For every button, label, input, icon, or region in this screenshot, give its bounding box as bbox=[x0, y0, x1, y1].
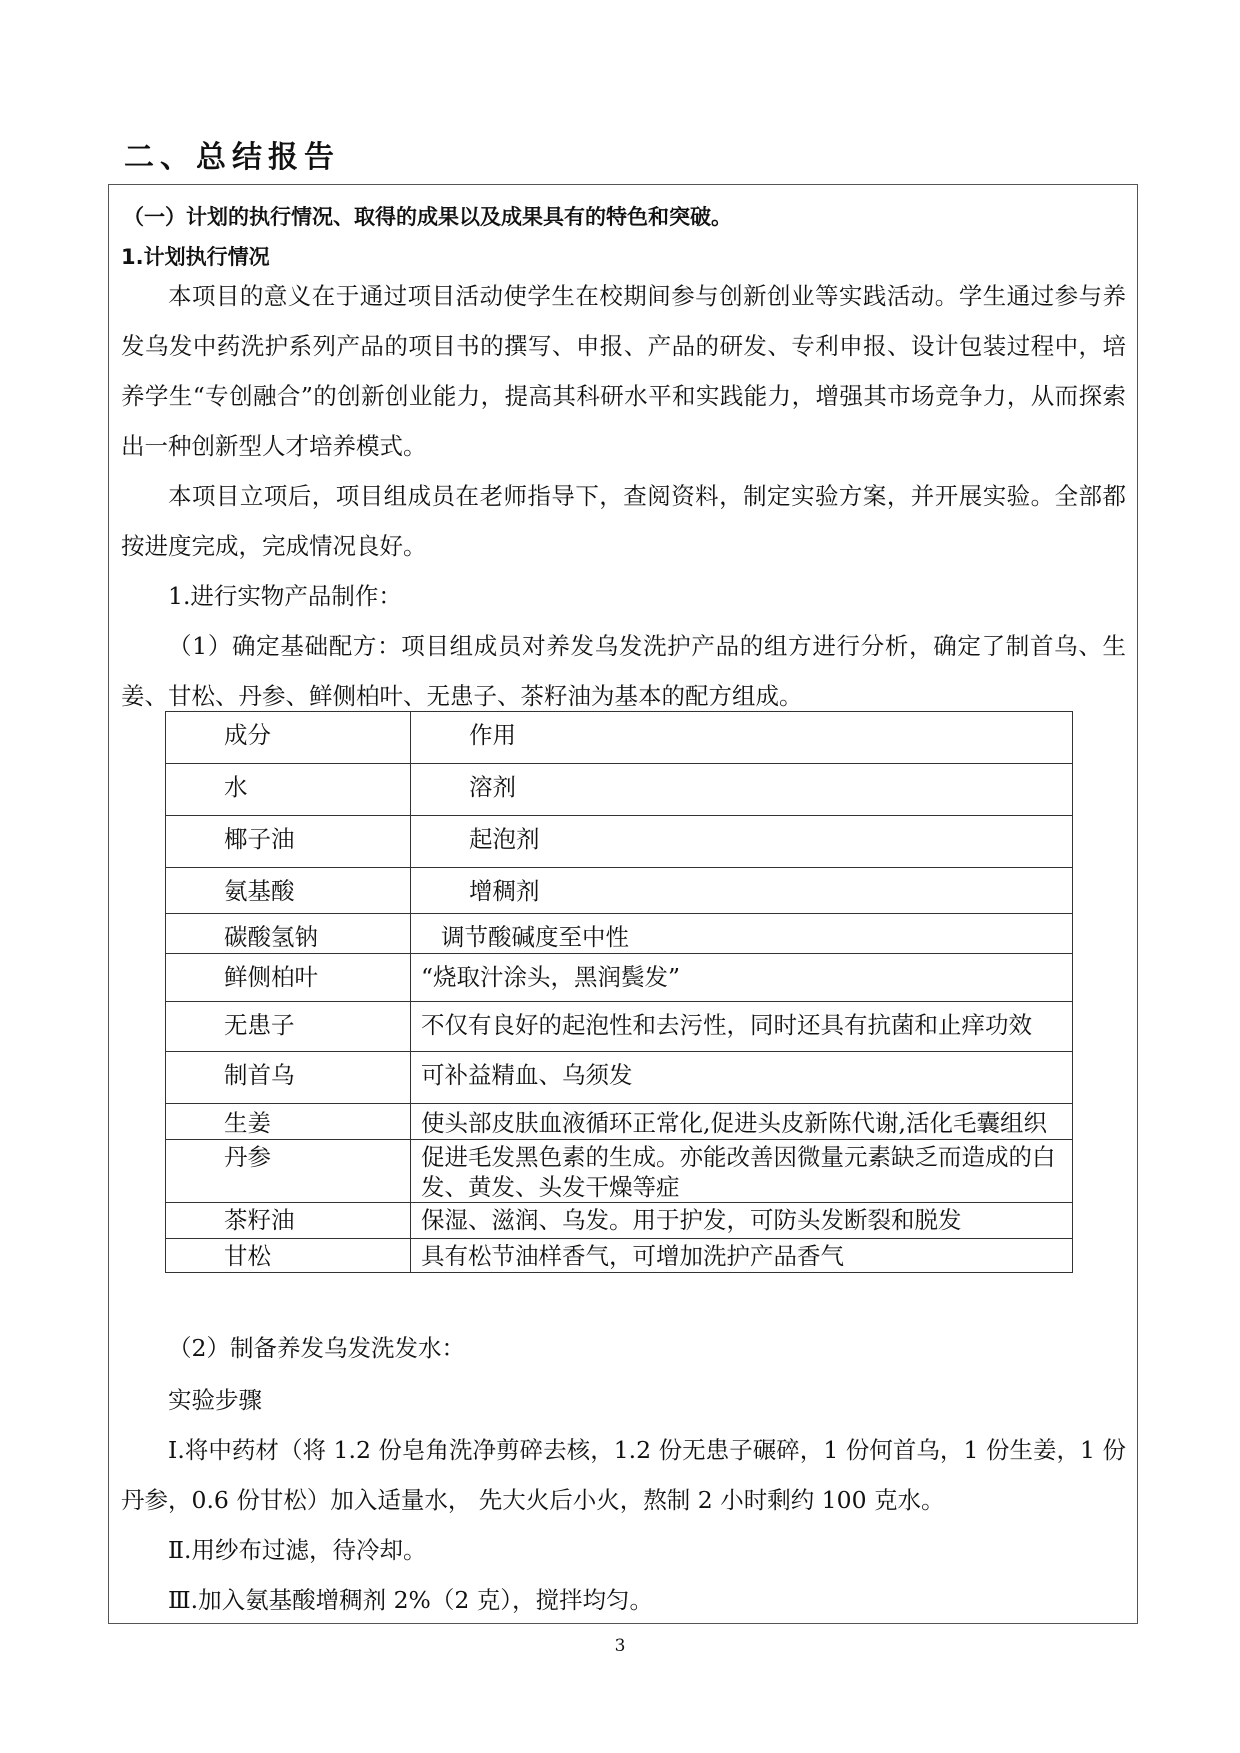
ingredient-table bbox=[165, 711, 1073, 1273]
table-cell: 碳酸氢钠 bbox=[166, 914, 411, 954]
table-cell: 丹参 bbox=[166, 1140, 411, 1203]
report-heading: 二、总结报告 bbox=[124, 140, 340, 175]
paragraph-step-1: Ⅰ.将中药材（将 1.2 份皂角洗净剪碎去核，1.2 份无患子碾碎，1 份何首乌，1 份生姜，1 份丹参，0.6 份甘松）加入适量水， 先大火后小火，熬制 2 小时剩约 100 克水。 bbox=[121, 1436, 1126, 1514]
paragraph-step-2: Ⅱ.用纱布过滤，待冷却。 bbox=[168, 1536, 427, 1564]
paragraph-step-heading: 1.进行实物产品制作： bbox=[168, 582, 402, 610]
subsection-title: 1.计划执行情况 bbox=[121, 245, 270, 269]
table-cell: 鲜侧柏叶 bbox=[166, 954, 411, 1002]
section-title: （一）计划的执行情况、取得的成果以及成果具有的特色和突破。 bbox=[123, 205, 732, 229]
paragraph-formula: （1）确定基础配方：项目组成员对养发乌发洗护产品的组方进行分析，确定了制首乌、生姜、甘松、丹参、鲜侧柏叶、无患子、茶籽油为基本的配方组成。 bbox=[121, 632, 1126, 710]
paragraph-step-3: Ⅲ.加入氨基酸增稠剂 2%（2 克），搅拌均匀。 bbox=[168, 1586, 654, 1614]
paragraph-progress: 本项目立项后，项目组成员在老师指导下，查阅资料，制定实验方案，并开展实验。全部都按进度完成，完成情况良好。 bbox=[121, 482, 1126, 560]
table-row bbox=[166, 1104, 1073, 1140]
table-row bbox=[166, 1002, 1073, 1052]
paragraph-steps-title: 实验步骤 bbox=[168, 1386, 262, 1414]
table-row bbox=[166, 764, 1073, 816]
table-header-cell: 成分 bbox=[166, 712, 411, 764]
table-cell: 保湿、滋润、乌发。用于护发，可防头发断裂和脱发 bbox=[411, 1203, 1073, 1239]
table-row bbox=[166, 1140, 1073, 1203]
table-cell: 茶籽油 bbox=[166, 1203, 411, 1239]
table-cell: 起泡剂 bbox=[411, 816, 1073, 868]
table-row bbox=[166, 868, 1073, 914]
table-cell: “烧取汁涂头，黑润鬓发” bbox=[411, 954, 1073, 1002]
table-cell: 水 bbox=[166, 764, 411, 816]
table-cell: 增稠剂 bbox=[411, 868, 1073, 914]
table-cell: 使头部皮肤血液循环正常化,促进头皮新陈代谢,活化毛囊组织 bbox=[411, 1104, 1073, 1140]
table-row bbox=[166, 1239, 1073, 1273]
table-row bbox=[166, 914, 1073, 954]
paragraph-prepare: （2）制备养发乌发洗发水： bbox=[168, 1334, 465, 1362]
table-cell: 椰子油 bbox=[166, 816, 411, 868]
table-cell: 溶剂 bbox=[411, 764, 1073, 816]
paragraph-significance: 本项目的意义在于通过项目活动使学生在校期间参与创新创业等实践活动。学生通过参与养发乌发中药洗护系列产品的项目书的撰写、申报、产品的研发、专利申报、设计包装过程中，培养学生“专创融合”的创新创业能力，提高其科研水平和实践能力，增强其市场竞争力，从而探索出一种创新型人才培养模式。 bbox=[121, 282, 1126, 460]
table-cell: 无患子 bbox=[166, 1002, 411, 1052]
table-cell: 制首乌 bbox=[166, 1052, 411, 1104]
report-frame bbox=[108, 184, 1138, 1624]
table-cell: 促进毛发黑色素的生成。亦能改善因微量元素缺乏而造成的白发、黄发、头发干燥等症 bbox=[411, 1140, 1073, 1203]
table-cell: 氨基酸 bbox=[166, 868, 411, 914]
table-cell: 甘松 bbox=[166, 1239, 411, 1273]
table-row bbox=[166, 954, 1073, 1002]
table-cell: 不仅有良好的起泡性和去污性，同时还具有抗菌和止痒功效 bbox=[411, 1002, 1073, 1052]
table-row bbox=[166, 1203, 1073, 1239]
table-cell: 可补益精血、乌须发 bbox=[411, 1052, 1073, 1104]
table-row bbox=[166, 816, 1073, 868]
page-number: 3 bbox=[614, 1636, 626, 1656]
table-header-cell: 作用 bbox=[411, 712, 1073, 764]
table-row bbox=[166, 1052, 1073, 1104]
table-cell: 调节酸碱度至中性 bbox=[411, 914, 1073, 954]
table-cell: 生姜 bbox=[166, 1104, 411, 1140]
table-header-row bbox=[166, 712, 1073, 764]
table-cell: 具有松节油样香气，可增加洗护产品香气 bbox=[411, 1239, 1073, 1273]
